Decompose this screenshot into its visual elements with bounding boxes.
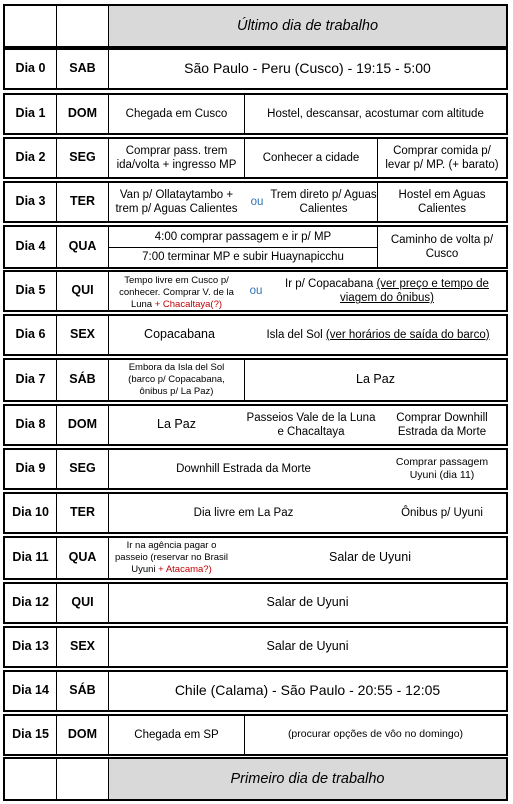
or-label: ou bbox=[249, 284, 263, 297]
table-row bbox=[3, 492, 508, 534]
weekday-label: SEX bbox=[56, 628, 108, 666]
activity-text: Ir p/ Copacabana bbox=[285, 278, 374, 290]
activity-cell: Salar de Uyuni bbox=[108, 584, 506, 622]
header-row bbox=[3, 4, 508, 48]
footer-row bbox=[3, 757, 508, 801]
activity-cell: Downhill Estrada da Morte bbox=[108, 450, 378, 488]
activity-cell: La Paz bbox=[244, 360, 506, 400]
weekday-label: SÁB bbox=[56, 672, 108, 710]
day-label: Dia 5 bbox=[15, 283, 46, 298]
activity-cell: Chile (Calama) - São Paulo - 20:55 - 12:05 bbox=[108, 672, 506, 710]
activity-cell: (procurar opções de vôo no domingo) bbox=[244, 716, 506, 754]
day-label: Dia 13 bbox=[12, 639, 49, 654]
weekday-label: SÁB bbox=[56, 360, 108, 400]
table-row bbox=[3, 448, 508, 490]
table-row bbox=[3, 536, 508, 580]
day-label: Dia 9 bbox=[15, 461, 46, 476]
day-label: Dia 2 bbox=[15, 150, 46, 165]
activity-cell: Comprar pass. trem ida/volta + ingresso MP bbox=[108, 139, 244, 177]
table-row bbox=[3, 314, 508, 356]
table-row bbox=[3, 225, 508, 269]
activity-text: Isla del Sol bbox=[266, 328, 323, 341]
activity-cell: Conhecer a cidade bbox=[244, 139, 377, 177]
day-label: Dia 3 bbox=[15, 194, 46, 209]
activity-cell: 7:00 terminar MP e subir Huaynapicchu bbox=[142, 251, 344, 264]
check-link[interactable]: (ver preço e tempo de viagem do ônibus) bbox=[340, 278, 489, 305]
check-link[interactable]: (ver horários de saída do barco) bbox=[325, 328, 490, 341]
weekday-label: SAB bbox=[56, 50, 108, 88]
table-row bbox=[3, 626, 508, 668]
table-row bbox=[3, 714, 508, 756]
activity-text: Tempo livre em Cusco p/ conhecer. Comprar V. de la Luna bbox=[119, 275, 234, 310]
table-row bbox=[3, 48, 508, 90]
table-row bbox=[3, 270, 508, 312]
table-row bbox=[3, 137, 508, 179]
table-row bbox=[3, 93, 508, 135]
day-label: Dia 7 bbox=[15, 372, 46, 387]
activity-cell: La Paz bbox=[108, 406, 244, 444]
day-label: Dia 11 bbox=[12, 550, 49, 565]
day-label: Dia 12 bbox=[12, 595, 49, 610]
day-label: Dia 6 bbox=[15, 327, 46, 342]
weekday-label: QUA bbox=[56, 538, 108, 578]
table-row bbox=[3, 358, 508, 402]
activity-cell: Copacabana bbox=[108, 316, 250, 354]
activity-cell: São Paulo - Peru (Cusco) - 19:15 - 5:00 bbox=[108, 50, 506, 88]
activity-note-red: + Chacaltaya(?) bbox=[154, 298, 223, 310]
activity-cell: Dia livre em La Paz bbox=[108, 494, 378, 532]
weekday-label: QUI bbox=[56, 584, 108, 622]
activity-text: Ir na agência pagar o passeio (reservar no Brasil Uyuni bbox=[115, 540, 228, 575]
weekday-label: DOM bbox=[56, 716, 108, 754]
activity-cell: Ônibus p/ Uyuni bbox=[401, 506, 483, 519]
weekday-label: DOM bbox=[56, 95, 108, 133]
weekday-label: TER bbox=[56, 494, 108, 532]
day-label: Dia 0 bbox=[15, 61, 46, 76]
activity-cell: Passeios Vale de la Luna e Chacaltaya bbox=[246, 411, 376, 438]
day-label: Dia 1 bbox=[15, 106, 46, 121]
activity-cell: Comprar Downhill Estrada da Morte bbox=[396, 411, 488, 438]
day-label: Dia 15 bbox=[12, 727, 49, 742]
activity-cell: Salar de Uyuni bbox=[329, 550, 411, 565]
weekday-label: QUA bbox=[56, 227, 108, 267]
table-row bbox=[3, 404, 508, 446]
activity-cell: Chegada em Cusco bbox=[108, 95, 244, 133]
footer-first-workday: Primeiro dia de trabalho bbox=[108, 759, 506, 799]
table-row bbox=[3, 670, 508, 712]
activity-cell: Trem direto p/ Aguas Calientes bbox=[270, 188, 377, 215]
table-row bbox=[3, 181, 508, 223]
table-row bbox=[3, 582, 508, 624]
weekday-label: TER bbox=[56, 183, 108, 221]
header-last-workday: Último dia de trabalho bbox=[108, 6, 506, 46]
weekday-label: SEG bbox=[56, 139, 108, 177]
weekday-label: SEX bbox=[56, 316, 108, 354]
activity-cell: 4:00 comprar passagem e ir p/ MP bbox=[109, 227, 377, 248]
activity-cell: Salar de Uyuni bbox=[108, 628, 506, 666]
activity-cell: Hostel em Aguas Calientes bbox=[377, 183, 506, 221]
activity-cell: Comprar passagem Uyuni (dia 11) bbox=[395, 455, 489, 481]
activity-cell: Chegada em SP bbox=[108, 716, 244, 754]
activity-cell: Hostel, descansar, acostumar com altitude bbox=[244, 95, 506, 133]
weekday-label: QUI bbox=[56, 272, 108, 310]
day-label: Dia 8 bbox=[15, 417, 46, 432]
activity-cell: Van p/ Ollataytambo + trem p/ Aguas Calientes bbox=[108, 183, 244, 221]
weekday-label: DOM bbox=[56, 406, 108, 444]
activity-cell: Caminho de volta p/ Cusco bbox=[377, 227, 506, 267]
day-label: Dia 10 bbox=[12, 505, 49, 520]
activity-note-red: + Atacama?) bbox=[158, 563, 212, 575]
weekday-label: SEG bbox=[56, 450, 108, 488]
activity-cell: Comprar comida p/ levar p/ MP. (+ barato) bbox=[377, 139, 506, 177]
day-label: Dia 14 bbox=[12, 683, 49, 698]
activity-cell: Embora da Isla del Sol (barco p/ Copacabana, ônibus p/ La Paz) bbox=[108, 360, 244, 400]
or-label: ou bbox=[250, 195, 264, 208]
day-label: Dia 4 bbox=[15, 239, 46, 254]
